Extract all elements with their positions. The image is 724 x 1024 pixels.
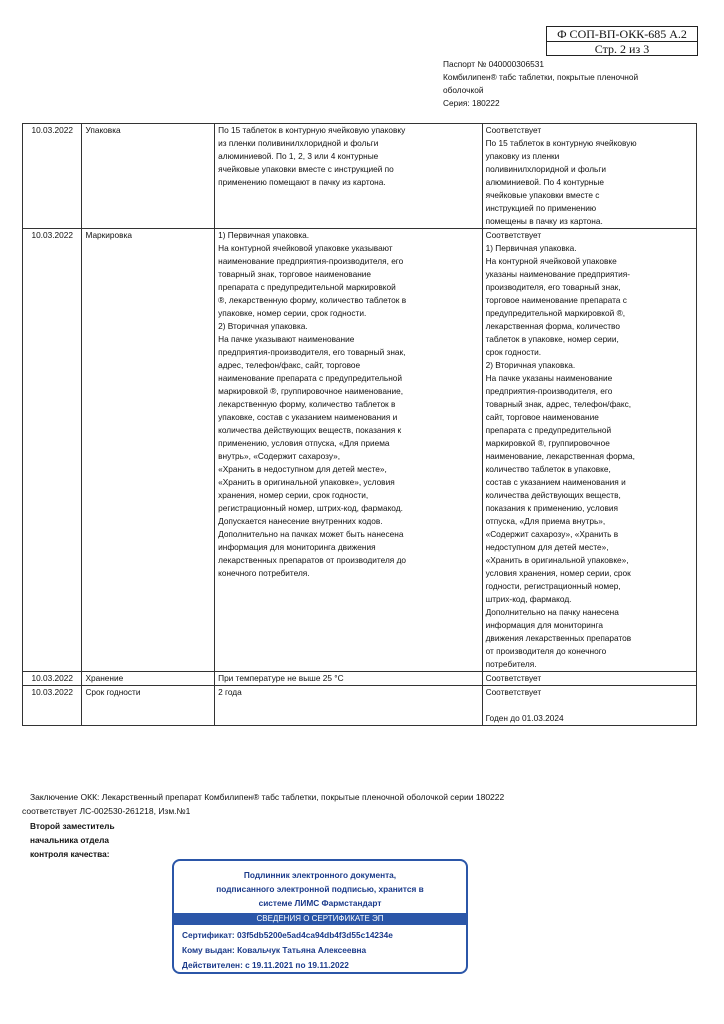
requirement-cell bbox=[215, 686, 482, 726]
result-line: таблеток в упаковке, номер серии, bbox=[485, 334, 619, 344]
result-line: предприятия-производителя, его bbox=[485, 386, 613, 396]
result-line: штрих-код, фармакод. bbox=[485, 594, 572, 604]
result-line: «Содержит сахарозу», «Хранить в bbox=[485, 529, 619, 539]
table-body bbox=[23, 124, 697, 726]
requirement-line: упаковке, номер серии, срок годности. bbox=[218, 308, 367, 318]
result-line bbox=[486, 699, 693, 712]
result-line: количество таблеток в упаковке, bbox=[485, 464, 611, 474]
stamp-header-line3: системе ЛИМС Фармстандарт bbox=[258, 898, 382, 908]
result-line: предупредительной маркировкой ®, bbox=[485, 308, 625, 318]
parameter-cell bbox=[82, 672, 215, 686]
requirement-line: Дополнительно на пачках может быть нанесена bbox=[218, 529, 404, 539]
parameter-text: Маркировка bbox=[85, 230, 132, 240]
date-text: 10.03.2022 bbox=[31, 673, 73, 683]
requirement-line: Допускается нанесение внутренних кодов. bbox=[218, 516, 383, 526]
requirement-line: ячейковые упаковки вместе с инструкцией по bbox=[218, 164, 394, 174]
result-line: условия хранения, номер серии, срок bbox=[485, 568, 631, 578]
result-line: указаны наименование предприятия- bbox=[485, 269, 631, 279]
result-line: наименование, лекарственная форма, bbox=[485, 451, 635, 461]
requirement-line: хранения, номер серии, срок годности, bbox=[218, 490, 369, 500]
table-row bbox=[23, 229, 697, 672]
requirement-line: лекарственную форму, количество таблеток в bbox=[218, 399, 396, 409]
date-cell bbox=[23, 686, 82, 726]
result-line: алюминиевой. По 4 контурные bbox=[485, 177, 604, 187]
result-line: «Хранить в оригинальной упаковке», bbox=[485, 555, 629, 565]
result-line: Дополнительно на пачку нанесена bbox=[485, 607, 619, 617]
stamp-header bbox=[174, 861, 466, 910]
result-line: производителя, его товарный знак, bbox=[485, 282, 621, 292]
result-line: товарный знак, адрес, телефон/факс, bbox=[485, 399, 632, 409]
result-line: Соответствует bbox=[485, 673, 542, 683]
requirement-cell bbox=[215, 229, 482, 672]
result-line: По 15 таблеток в контурную ячейковую bbox=[485, 138, 637, 148]
product-name-line1: Комбилипен® табс таблетки, покрытые пленочной bbox=[443, 72, 639, 82]
requirement-line: количества действующих веществ, показания к bbox=[218, 425, 402, 435]
conclusion-block bbox=[22, 790, 702, 818]
conclusion-line1: Заключение ОКК: Лекарственный препарат Комбилипен® табс таблетки, покрытые пленочной оболочкой серии 180222 bbox=[30, 792, 505, 802]
parameter-cell bbox=[82, 124, 215, 229]
passport-header bbox=[443, 58, 673, 110]
table-row bbox=[23, 672, 697, 686]
signer-title-line1: Второй заместитель bbox=[30, 821, 115, 831]
requirement-line: упаковке, состав с указанием наименования и bbox=[218, 412, 398, 422]
requirement-line: 1) Первичная упаковка. bbox=[218, 230, 310, 240]
passport-number: Паспорт № 040000306531 bbox=[443, 59, 544, 69]
result-line: поливинилхлоридной и фольги bbox=[485, 164, 607, 174]
result-line: упаковку из пленки bbox=[485, 151, 560, 161]
table-row bbox=[23, 124, 697, 229]
parameter-cell bbox=[82, 686, 215, 726]
result-line: Соответствует bbox=[485, 125, 542, 135]
requirement-line: По 15 таблеток в контурную ячейковую упаковку bbox=[218, 125, 406, 135]
result-line: отпуска, «Для приема внутрь», bbox=[485, 516, 606, 526]
date-text: 10.03.2022 bbox=[31, 230, 73, 240]
signer-title-line2: начальника отдела bbox=[30, 835, 109, 845]
result-line: от производителя до конечного bbox=[485, 646, 607, 656]
result-line: потребителя. bbox=[485, 659, 537, 669]
result-line: Соответствует bbox=[485, 230, 542, 240]
result-line: Соответствует bbox=[485, 687, 542, 697]
result-line: помещены в пачку из картона. bbox=[485, 216, 603, 226]
result-line: показания к применению, условия bbox=[485, 503, 618, 513]
result-line: лекарственная форма, количество bbox=[485, 321, 620, 331]
requirement-line: алюминиевой. По 1, 2, 3 или 4 контурные bbox=[218, 151, 379, 161]
stamp-issued-to: Кому выдан: Ковальчук Татьяна Алексеевна bbox=[182, 945, 367, 955]
stamp-certificate: Сертификат: 03f5db5200e5ad4ca94db4f3d55c14234e bbox=[182, 930, 393, 940]
stamp-valid: Действителен: с 19.11.2021 по 19.11.2022 bbox=[182, 960, 349, 970]
result-line: маркировкой ®, группировочное bbox=[485, 438, 610, 448]
result-line: годности, регистрационный номер, bbox=[485, 581, 621, 591]
stamp-certificate-bar: СВЕДЕНИЯ О СЕРТИФИКАТЕ ЭП bbox=[174, 913, 466, 925]
result-line: количества действующих веществ, bbox=[485, 490, 621, 500]
date-cell bbox=[23, 672, 82, 686]
requirement-line: «Хранить в недоступном для детей месте», bbox=[218, 464, 387, 474]
requirement-line: наименование предприятия-производителя, его bbox=[218, 256, 404, 266]
stamp-header-line1: Подлинник электронного документа, bbox=[243, 870, 397, 880]
requirement-line: регистрационный номер, штрих-код, фармакод. bbox=[218, 503, 403, 513]
requirement-line: 2 года bbox=[218, 687, 242, 697]
test-results-table bbox=[22, 123, 697, 726]
requirement-line: наименование препарата с предупредительной bbox=[218, 373, 403, 383]
e-signature-stamp bbox=[172, 859, 468, 974]
result-line: На пачке указаны наименование bbox=[485, 373, 613, 383]
result-line: состав с указанием наименования и bbox=[485, 477, 626, 487]
result-line: 2) Вторичная упаковка. bbox=[485, 360, 576, 370]
result-line: Годен до 01.03.2024 bbox=[485, 713, 564, 723]
form-code-box bbox=[546, 26, 698, 56]
result-line: препарата с предупредительной bbox=[485, 425, 612, 435]
result-line: срок годности. bbox=[485, 347, 542, 357]
date-cell bbox=[23, 124, 82, 229]
requirement-line: применению помещают в пачку из картона. bbox=[218, 177, 386, 187]
result-cell bbox=[482, 686, 696, 726]
requirement-line: На пачке указывают наименование bbox=[218, 334, 355, 344]
signer-block bbox=[30, 819, 115, 861]
requirement-cell bbox=[215, 124, 482, 229]
requirement-line: «Хранить в оригинальной упаковке», условия bbox=[218, 477, 395, 487]
result-line: информация для мониторинга bbox=[485, 620, 603, 630]
requirement-line: 2) Вторичная упаковка. bbox=[218, 321, 308, 331]
result-line: сайт, торговое наименование bbox=[485, 412, 599, 422]
table-row bbox=[23, 686, 697, 726]
result-line: На контурной ячейковой упаковке bbox=[485, 256, 617, 266]
result-line: 1) Первичная упаковка. bbox=[485, 243, 577, 253]
result-cell bbox=[482, 672, 696, 686]
requirement-line: товарный знак, торговое наименование bbox=[218, 269, 372, 279]
date-text: 10.03.2022 bbox=[31, 125, 73, 135]
requirement-line: конечного потребителя. bbox=[218, 568, 310, 578]
parameter-cell bbox=[82, 229, 215, 672]
signer-title-line3: контроля качества: bbox=[30, 849, 110, 859]
result-cell bbox=[482, 229, 696, 672]
requirement-line: предприятия-производителя, его товарный знак, bbox=[218, 347, 406, 357]
requirement-line: информация для мониторинга движения bbox=[218, 542, 376, 552]
stamp-info bbox=[174, 925, 466, 973]
requirement-line: адрес, телефон/факс, сайт, торговое bbox=[218, 360, 361, 370]
result-line: движения лекарственных препаратов bbox=[485, 633, 632, 643]
result-line: торговое наименование препарата с bbox=[485, 295, 627, 305]
result-line: ячейковые упаковки вместе с bbox=[485, 190, 600, 200]
requirement-line: лекарственных препаратов от производителя до bbox=[218, 555, 407, 565]
conclusion-line2: соответствует ЛС-002530-261218, Изм.№1 bbox=[22, 806, 191, 816]
requirement-line: На контурной ячейковой упаковке указывают bbox=[218, 243, 393, 253]
requirement-line: из пленки поливинилхлоридной и фольги bbox=[218, 138, 379, 148]
form-code: Ф СОП-ВП-ОКК-685 А.2 bbox=[557, 27, 687, 41]
requirement-cell bbox=[215, 672, 482, 686]
requirement-line: При температуре не выше 25 °С bbox=[218, 673, 344, 683]
result-cell bbox=[482, 124, 696, 229]
parameter-text: Срок годности bbox=[85, 687, 141, 697]
date-cell bbox=[23, 229, 82, 672]
requirement-line: применению, условия отпуска, «Для приема bbox=[218, 438, 390, 448]
parameter-text: Хранение bbox=[85, 673, 124, 683]
page-number: Стр. 2 из 3 bbox=[547, 41, 697, 56]
stamp-header-line2: подписанного электронной подписью, хранится в bbox=[216, 884, 424, 894]
requirement-line: ®, лекарственную форму, количество таблеток в bbox=[218, 295, 407, 305]
requirement-line: внутрь», «Содержит сахарозу», bbox=[218, 451, 341, 461]
result-line: инструкцией по применению bbox=[485, 203, 597, 213]
result-line: недоступном для детей месте», bbox=[485, 542, 609, 552]
requirement-line: маркировкой ®, группировочное наименование, bbox=[218, 386, 404, 396]
date-text: 10.03.2022 bbox=[31, 687, 73, 697]
series-number: Серия: 180222 bbox=[443, 98, 500, 108]
product-name-line2: оболочкой bbox=[443, 85, 484, 95]
parameter-text: Упаковка bbox=[85, 125, 121, 135]
requirement-line: препарата с предупредительной маркировкой bbox=[218, 282, 396, 292]
